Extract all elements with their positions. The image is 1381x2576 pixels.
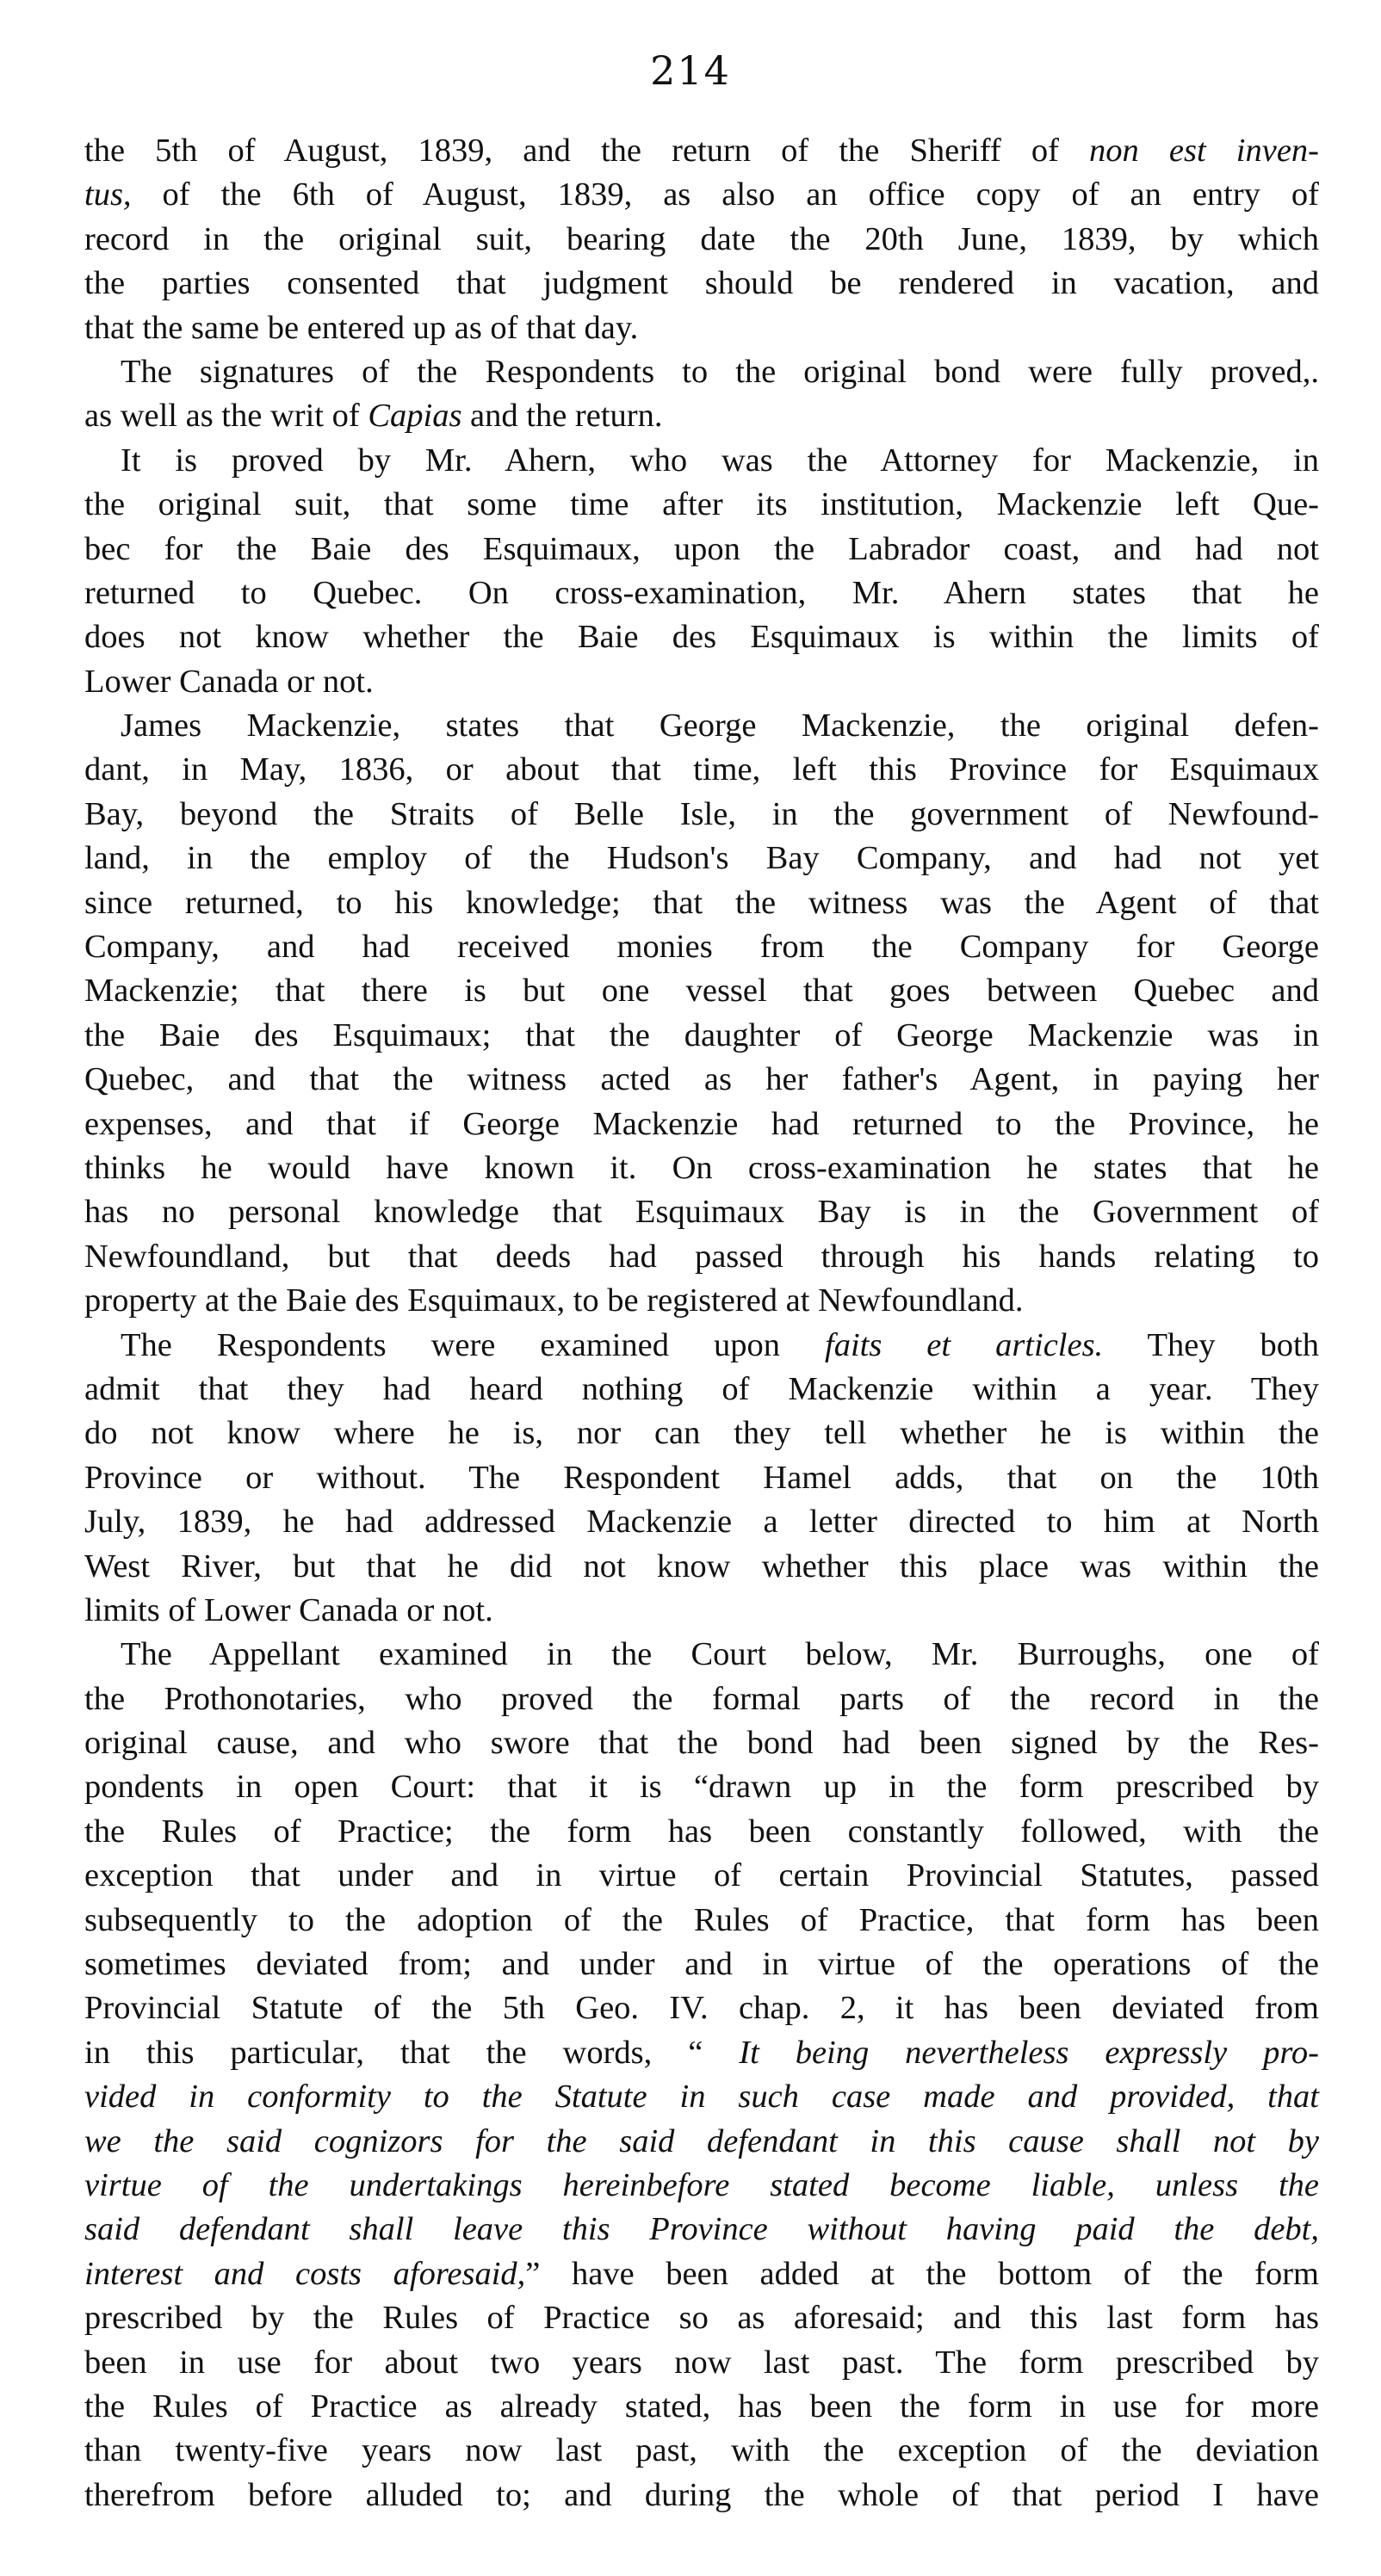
text-run: the Prothonotaries, who proved the formal parts of the record in the: [84, 1680, 1319, 1717]
text-run: prescribed by the Rules of Practice so as aforesaid; and this last form has: [84, 2300, 1319, 2337]
text-run: pondents in open Court: that it is “drawn up in the form prescribed by: [84, 1769, 1319, 1806]
text-line: [84, 1721, 1319, 1765]
text-line: [84, 129, 1319, 173]
text-run: the Rules of Practice as already stated, has been the form in use for more: [84, 2388, 1319, 2425]
text-run: bec for the Baie des Esquimaux, upon the Labrador coast, and had not: [84, 530, 1319, 567]
text-line: [84, 394, 1319, 438]
text-line: [84, 660, 1319, 704]
italic-text: It being nevertheless expressly pro-: [739, 2034, 1319, 2071]
text-line: [84, 306, 1319, 350]
text-run: that the same be entered up as of that day.: [84, 309, 639, 346]
text-line: [84, 748, 1319, 792]
text-line: [84, 528, 1319, 571]
text-line: [84, 1190, 1319, 1234]
text-line: [84, 2429, 1319, 2473]
text-run: Company, and had received monies from the Company for George: [84, 929, 1319, 966]
text-line: [84, 704, 1319, 748]
text-run: thinks he would have known it. On cross-examination he states that he: [84, 1149, 1319, 1186]
text-line: [84, 969, 1319, 1013]
text-run: the Rules of Practice; the form has been constantly followed, with the: [84, 1813, 1319, 1850]
italic-text: we the said cognizors for the said defendant in this cause shall not by: [84, 2122, 1319, 2159]
text-run: Bay, beyond the Straits of Belle Isle, in the government of Newfound-: [84, 795, 1319, 832]
text-line: [84, 483, 1319, 527]
text-line: [84, 2341, 1319, 2385]
italic-text: faits et articles.: [825, 1326, 1104, 1363]
text-line: [84, 2164, 1319, 2208]
text-run: The signatures of the Respondents to the original bond were fully proved,.: [121, 353, 1319, 390]
text-line: [84, 1677, 1319, 1721]
text-line: [84, 1765, 1319, 1809]
text-run: dant, in May, 1836, or about that time, left this Province for Esquimaux: [84, 751, 1319, 788]
text-line: [84, 1014, 1319, 1058]
text-line: [84, 925, 1319, 969]
text-line: [84, 571, 1319, 615]
text-run: land, in the employ of the Hudson's Bay Company, and had not yet: [84, 840, 1319, 877]
text-line: [84, 2385, 1319, 2429]
text-line: [84, 1324, 1319, 1368]
text-line: [84, 1899, 1319, 1943]
text-run: of the 6th of August, 1839, as also an office copy of an entry of: [131, 176, 1319, 213]
text-run: the parties consented that judgment should be rendered in vacation, and: [84, 265, 1319, 302]
text-line: [84, 1633, 1319, 1677]
text-line: [84, 1854, 1319, 1898]
text-line: [84, 1810, 1319, 1854]
text-line: [84, 2296, 1319, 2340]
text-run: the 5th of August, 1839, and the return of the Sheriff of: [84, 133, 1090, 169]
text-line: [84, 439, 1319, 483]
text-run: West River, but that he did not know whether this place was within the: [84, 1547, 1319, 1585]
italic-text: interest and costs aforesaid,: [84, 2255, 526, 2292]
text-line: [84, 1235, 1319, 1279]
text-line: [84, 1146, 1319, 1190]
text-line: [84, 2031, 1319, 2075]
text-run: Lower Canada or not.: [84, 663, 374, 700]
italic-text: virtue of the undertakings hereinbefore stated become liable, unless the: [84, 2166, 1319, 2203]
text-run: original cause, and who swore that the bond had been signed by the Res-: [84, 1725, 1319, 1762]
text-run: limits of Lower Canada or not.: [84, 1591, 493, 1628]
text-run: July, 1839, he had addressed Mackenzie a letter directed to him at North: [84, 1504, 1319, 1541]
text-line: [84, 615, 1319, 659]
text-run: They both: [1103, 1326, 1320, 1363]
text-line: [84, 218, 1319, 262]
text-run: returned to Quebec. On cross-examination, Mr. Ahern states that he: [84, 574, 1319, 611]
text-run: since returned, to his knowledge; that the witness was the Agent of that: [84, 884, 1319, 921]
text-line: [84, 2208, 1319, 2252]
italic-text: Capias: [368, 398, 462, 435]
text-line: [84, 1279, 1319, 1323]
text-run: has no personal knowledge that Esquimaux Bay is in the Government of: [84, 1194, 1319, 1231]
text-line: [84, 1412, 1319, 1455]
text-line: [84, 173, 1319, 217]
text-line: [84, 793, 1319, 837]
text-run: Quebec, and that the witness acted as her father's Agent, in paying her: [84, 1061, 1319, 1098]
text-line: [84, 2120, 1319, 2164]
text-line: [84, 1058, 1319, 1102]
text-run: do not know where he is, nor can they tell whether he is within the: [84, 1415, 1319, 1452]
text-line: [84, 2474, 1319, 2517]
text-line: [84, 881, 1319, 925]
text-run: The Appellant examined in the Court below, Mr. Burroughs, one of: [121, 1636, 1319, 1673]
text-line: [84, 837, 1319, 880]
page-number: 214: [650, 47, 731, 94]
text-line: [84, 350, 1319, 394]
text-line: [84, 1943, 1319, 1986]
text-line: [84, 1103, 1319, 1146]
text-run: been in use for about two years now last past. The form prescribed by: [84, 2344, 1319, 2381]
text-run: than twenty-five years now last past, with the exception of the deviation: [84, 2432, 1319, 2469]
text-line: [84, 1986, 1319, 2030]
text-line: [84, 1545, 1319, 1589]
text-run: record in the original suit, bearing date the 20th June, 1839, by which: [84, 220, 1319, 257]
text-run: Mackenzie; that there is but one vessel that goes between Quebec and: [84, 973, 1319, 1010]
text-run: subsequently to the adoption of the Rules of Practice, that form has been: [84, 1901, 1319, 1938]
text-run: Province or without. The Respondent Hamel adds, that on the 10th: [84, 1459, 1319, 1496]
text-run: the Baie des Esquimaux; that the daughter of George Mackenzie was in: [84, 1016, 1319, 1053]
italic-text: tus,: [84, 176, 132, 213]
text-run: admit that they had heard nothing of Mackenzie within a year. They: [84, 1370, 1319, 1407]
text-line: [84, 1589, 1319, 1633]
text-run: does not know whether the Baie des Esquimaux is within the limits of: [84, 619, 1319, 656]
text-run: in this particular, that the words, “: [84, 2034, 740, 2071]
text-run: as well as the writ of: [84, 398, 368, 435]
text-run: property at the Baie des Esquimaux, to be registered at Newfoundland.: [84, 1282, 1024, 1319]
text-line: [84, 1456, 1319, 1500]
text-line: [84, 2075, 1319, 2119]
text-run: exception that under and in virtue of certain Provincial Statutes, passed: [84, 1857, 1319, 1894]
text-run: Newfoundland, but that deeds had passed through his hands relating to: [84, 1238, 1319, 1275]
italic-text: vided in conformity to the Statute in such case made and provided, that: [84, 2079, 1319, 2116]
text-run: expenses, and that if George Mackenzie had returned to the Province, he: [84, 1105, 1319, 1142]
text-run: the original suit, that some time after its institution, Mackenzie left Que-: [84, 486, 1319, 523]
text-run: James Mackenzie, states that George Mackenzie, the original defen-: [121, 707, 1319, 744]
text-line: [84, 262, 1319, 306]
text-run: and the return.: [461, 398, 663, 435]
italic-text: non est inven-: [1089, 133, 1319, 169]
text-line: [84, 1368, 1319, 1412]
text-line: [84, 2252, 1319, 2296]
text-run: therefrom before alluded to; and during the whole of that period I have: [84, 2476, 1319, 2513]
body-text: [84, 129, 1319, 2517]
text-run: ” have been added at the bottom of the form: [525, 2255, 1319, 2292]
text-run: sometimes deviated from; and under and in virtue of the operations of the: [84, 1946, 1319, 1983]
italic-text: said defendant shall leave this Province without having paid the debt,: [84, 2211, 1319, 2248]
text-run: Provincial Statute of the 5th Geo. IV. chap. 2, it has been deviated from: [84, 1990, 1319, 2027]
text-run: It is proved by Mr. Ahern, who was the Attorney for Mackenzie, in: [121, 442, 1319, 479]
text-run: The Respondents were examined upon: [121, 1326, 825, 1363]
text-line: [84, 1500, 1319, 1544]
